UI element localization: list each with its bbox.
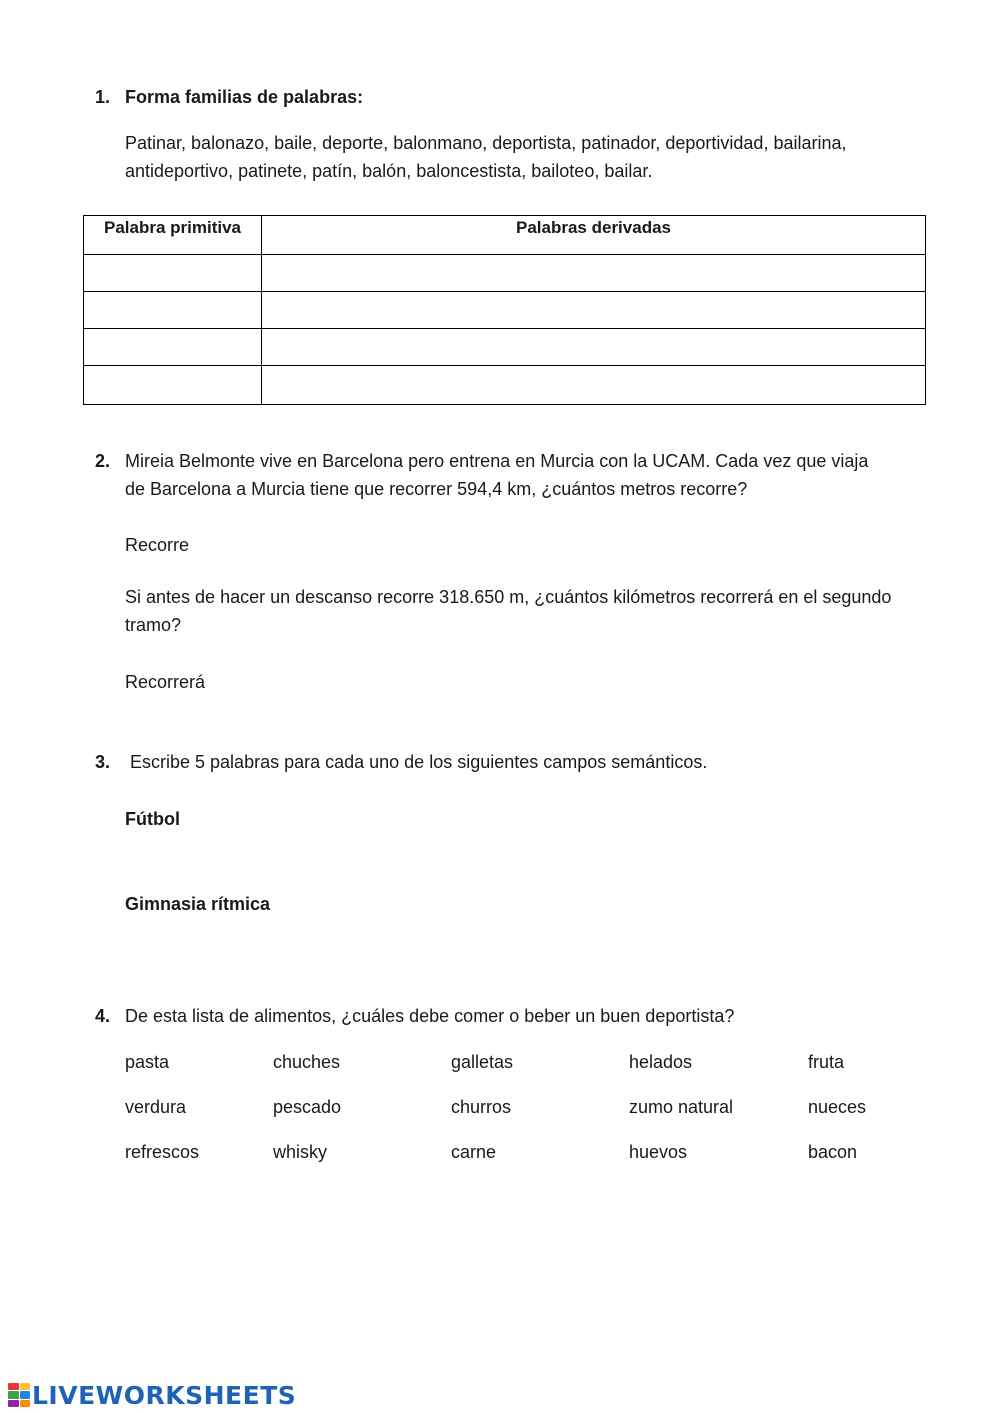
q2-number: 2. [95,451,111,471]
q2-answer1-label: Recorre [125,535,190,555]
q2-answer2-label: Recorrerá [125,672,206,692]
food-item[interactable]: fruta [808,1052,845,1072]
q3-field-futbol: Fútbol [125,809,180,829]
derived-cell[interactable] [262,329,926,366]
food-item[interactable]: zumo natural [629,1097,734,1117]
primitive-cell[interactable] [84,255,262,292]
food-item[interactable]: galletas [451,1052,514,1072]
food-item[interactable]: helados [629,1052,693,1072]
q1-words-line2: antideportivo, patinete, patín, balón, baloncestista, bailoteo, bailar. [125,161,653,181]
q2-text-line1: Mireia Belmonte vive en Barcelona pero entrena en Murcia con la UCAM. Cada vez que viaja [125,451,869,471]
table-row [84,255,926,292]
q1-words-line1: Patinar, balonazo, baile, deporte, balonmano, deportista, patinador, deportividad, bailarina, [125,133,847,153]
logo-text: LIVEWORKSHEETS [32,1380,297,1410]
food-item[interactable]: huevos [629,1142,688,1162]
food-item[interactable]: whisky [273,1142,328,1162]
q3-field-gimnasia: Gimnasia rítmica [125,894,271,914]
q3-text: Escribe 5 palabras para cada uno de los siguientes campos semánticos. [130,752,708,772]
q3-number: 3. [95,752,111,772]
food-item[interactable]: verdura [125,1097,187,1117]
logo-blocks-icon [8,1383,30,1407]
food-item[interactable]: refrescos [125,1142,200,1162]
q2-text2-line2: tramo? [125,615,182,635]
table-row [84,329,926,366]
primitive-cell[interactable] [84,292,262,329]
q1-title: Forma familias de palabras: [125,87,364,107]
q2-text-line2: de Barcelona a Murcia tiene que recorrer 594,4 km, ¿cuántos metros recorre? [125,479,748,499]
q1-number: 1. [95,87,111,107]
header-derived: Palabras derivadas [262,216,926,255]
word-family-table [83,215,926,405]
liveworksheets-logo [8,1380,296,1410]
table-row [84,292,926,329]
food-item[interactable]: bacon [808,1142,858,1162]
derived-cell[interactable] [262,292,926,329]
q2-text2-line1: Si antes de hacer un descanso recorre 318.650 m, ¿cuántos kilómetros recorrerá en el segundo [125,587,892,607]
derived-cell[interactable] [262,255,926,292]
table-row [84,366,926,405]
food-item[interactable]: churros [451,1097,512,1117]
food-item[interactable]: pasta [125,1052,170,1072]
primitive-cell[interactable] [84,329,262,366]
derived-cell[interactable] [262,366,926,405]
food-item[interactable]: pescado [273,1097,342,1117]
primitive-cell[interactable] [84,366,262,405]
q4-text: De esta lista de alimentos, ¿cuáles debe comer o beber un buen deportista? [125,1006,735,1026]
food-item[interactable]: chuches [273,1052,341,1072]
table-header-row [84,216,926,255]
header-primitive: Palabra primitiva [84,216,262,255]
food-item[interactable]: nueces [808,1097,867,1117]
food-item[interactable]: carne [451,1142,497,1162]
q4-number: 4. [95,1006,111,1026]
